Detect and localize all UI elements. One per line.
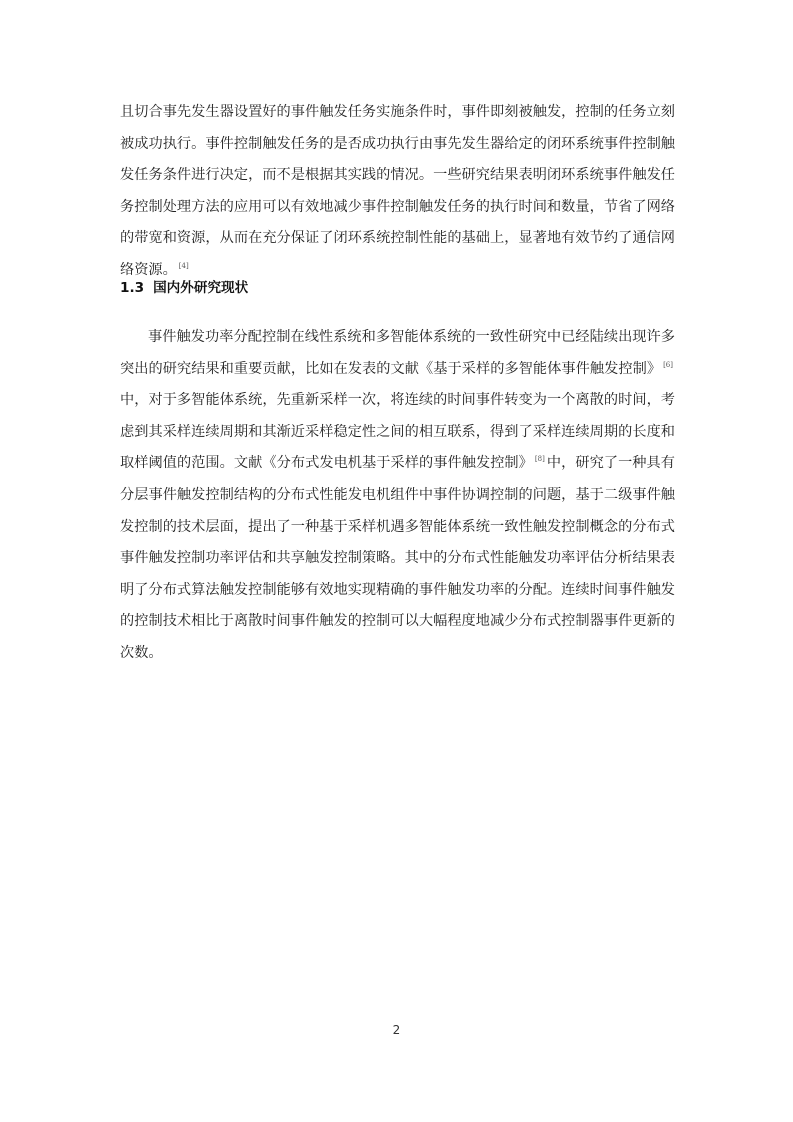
paragraph-2-text-c: 中，研究了一种具有分层事件触发控制结构的分布式性能发电机组件中事件协调控制的问题，基于二级事件触发控制的技术层面，提出了一种基于采样机遇多智能体系统一致性触发控制概念的分布式事件触发控制功率评估和共享触发控制策略。其中的分布式性能触发功率评估分析结果表明了分布式算法触发控制能够有效地实现精确的事件触发功率的分配。连续时间事件触发的控制技术相比于离散时间事件触发的控制可以大幅程度地减少分布式控制器事件更新的次数。 bbox=[120, 455, 675, 661]
citation-ref-6: [6] bbox=[663, 360, 673, 369]
section-heading bbox=[120, 278, 248, 298]
paragraph-1-text: 且切合事先发生器设置好的事件触发任务实施条件时，事件即刻被触发，控制的任务立刻被成功执行。事件控制触发任务的是否成功执行由事先发生器给定的闭环系统事件控制触发任务条件进行决定，而不是根据其实践的情况。一些研究结果表明闭环系统事件触发任务控制处理方法的应用可以有效地减少事件控制触发任务的执行时间和数量，节省了网络的带宽和资源，从而在充分保证了闭环系统控制性能的基础上，显著地有效节约了通信网络资源。 bbox=[120, 104, 675, 278]
paragraph-2-text-b: 中，对于多智能体系统，先重新采样一次，将连续的时间事件转变为一个离散的时间，考虑到其采样连续周期和其渐近采样稳定性之间的相互联系，得到了采样连续周期的长度和取样阈值的范围。文献《分布式发电机基于采样的事件触发控制》 bbox=[120, 392, 675, 472]
section-number: 1.3 bbox=[120, 280, 145, 296]
body-paragraph-2 bbox=[120, 322, 675, 670]
body-paragraph-1 bbox=[120, 97, 675, 287]
citation-ref-4: [4] bbox=[178, 261, 189, 270]
citation-ref-8: [8] bbox=[534, 455, 545, 464]
paragraph-2-text-a: 事件触发功率分配控制在线性系统和多智能体系统的一致性研究中已经陆续出现许多突出的研究结果和重要贡献，比如在发表的文献《基于采样的多智能体事件触发控制》 bbox=[120, 329, 675, 377]
section-title: 国内外研究现状 bbox=[153, 280, 249, 296]
page-number: 2 bbox=[392, 1023, 401, 1037]
